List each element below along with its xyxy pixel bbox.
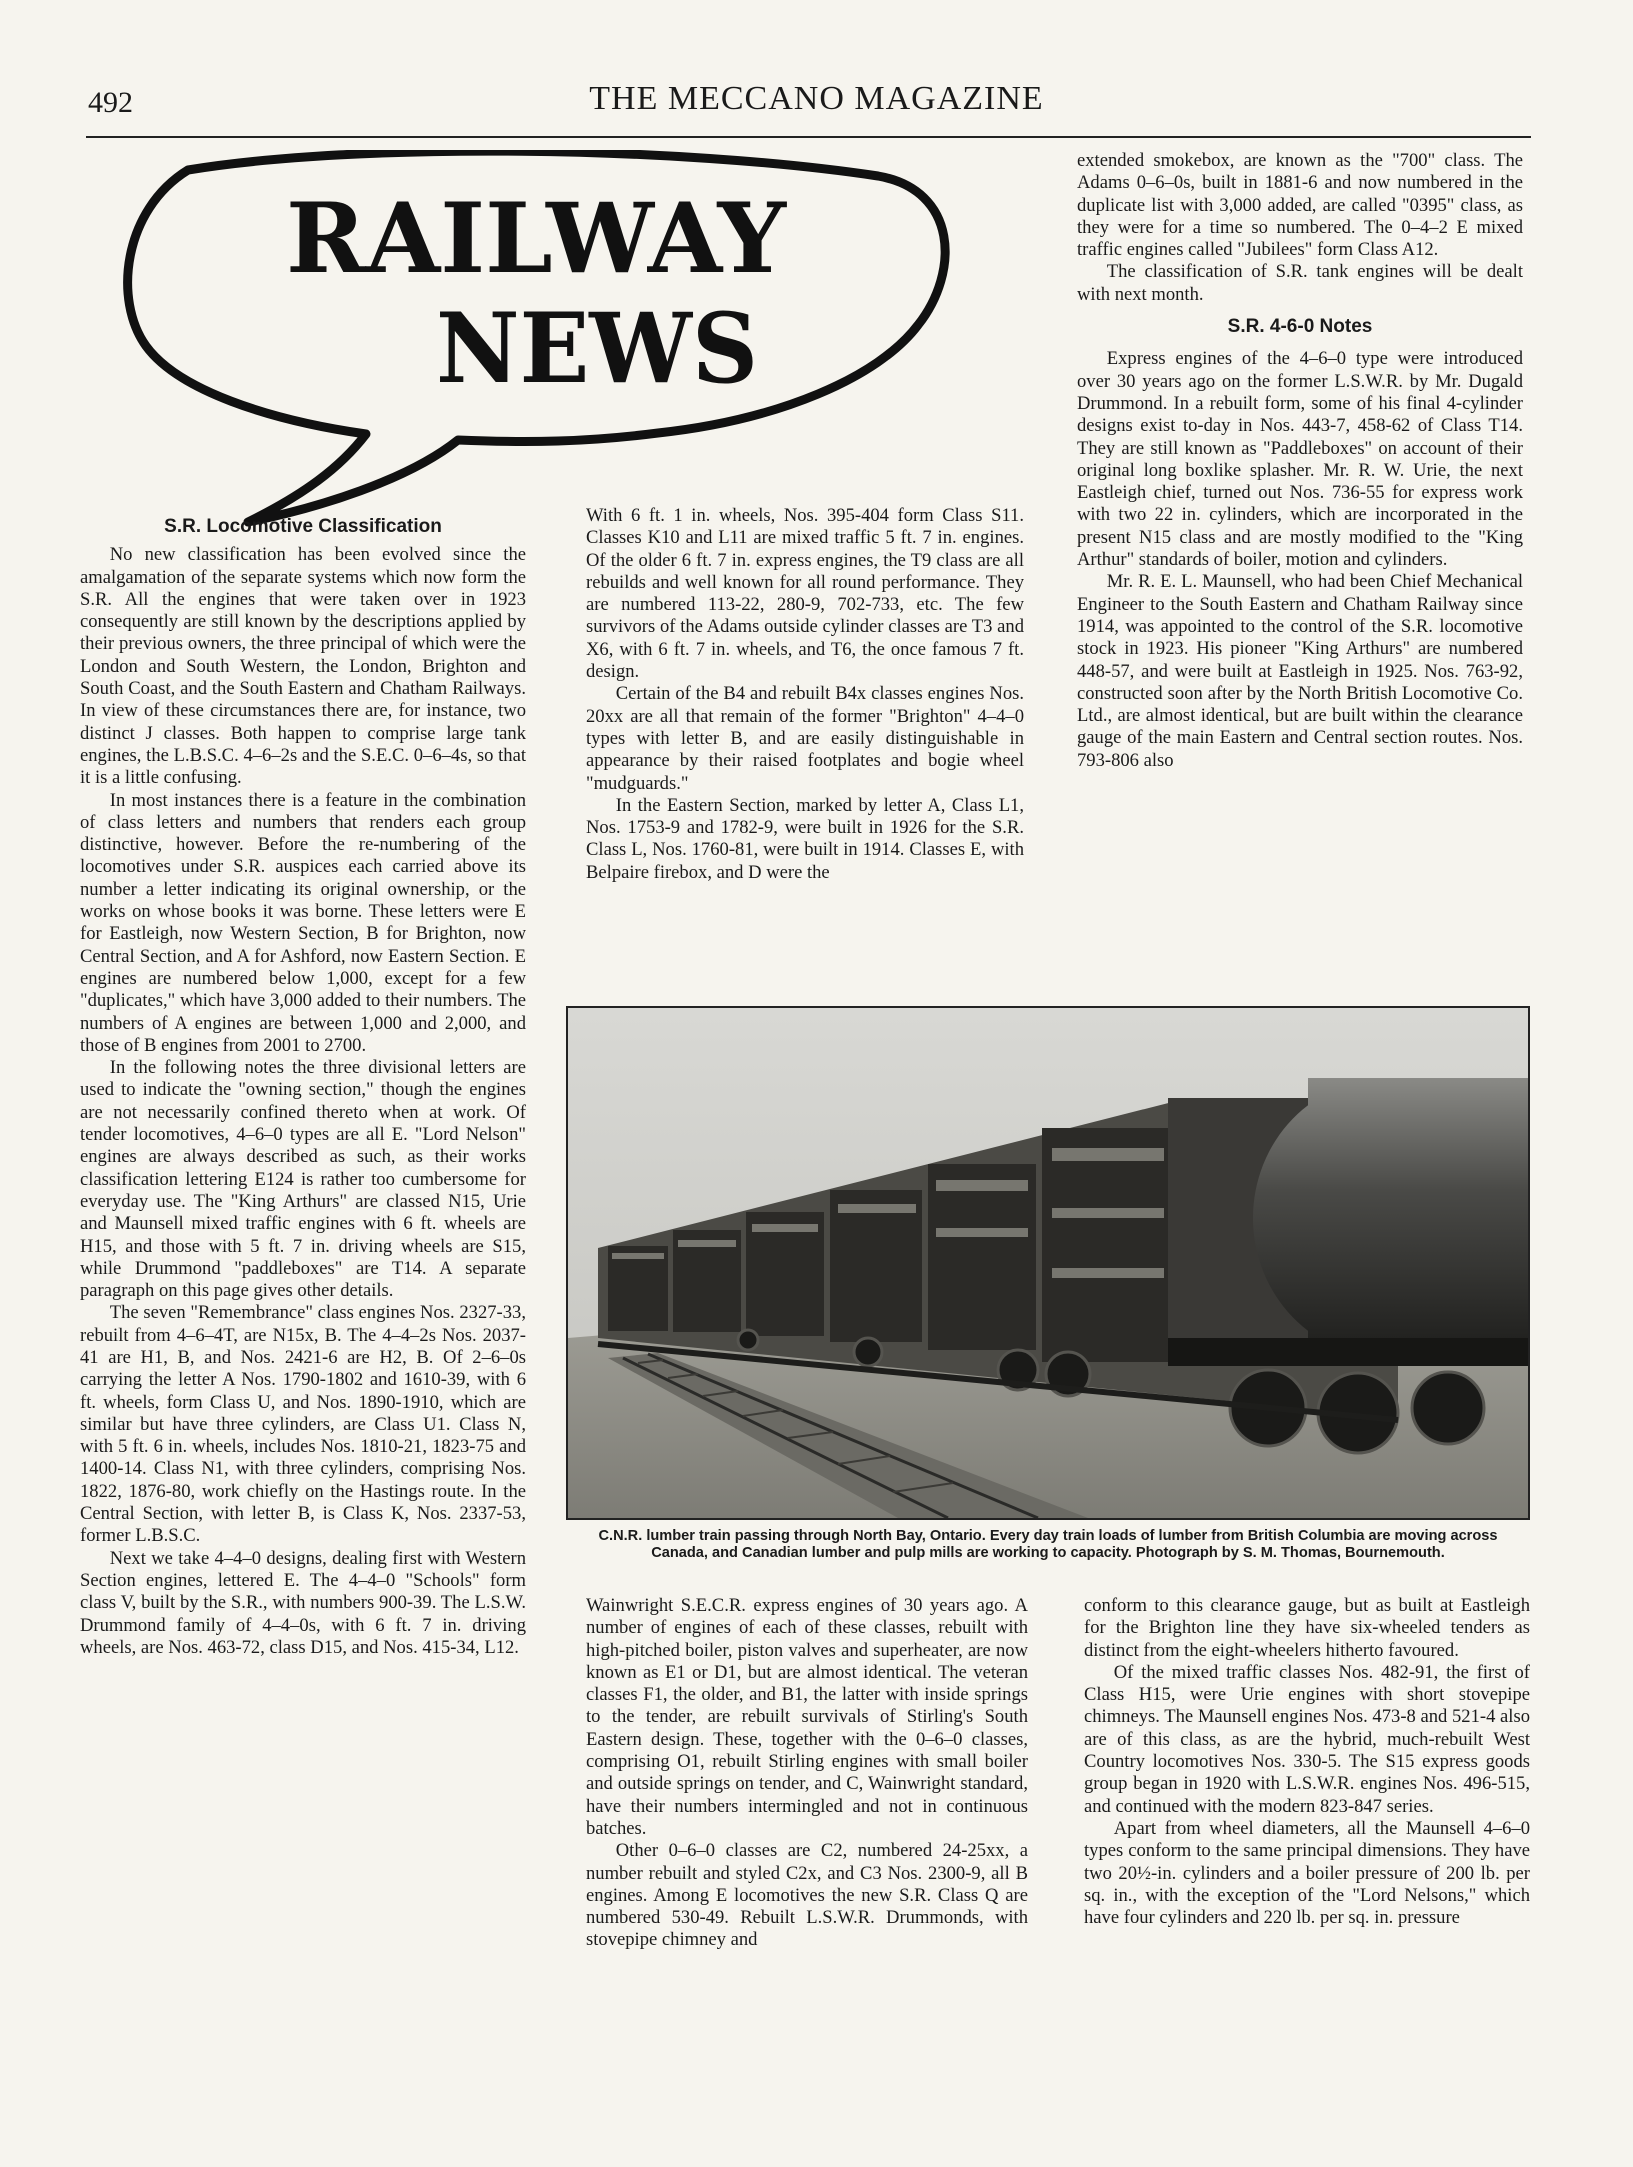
article-column-right-top [1077, 150, 1523, 980]
paragraph: In the Eastern Section, marked by letter A, Class L1, Nos. 1753-9 and 1782-9, were built in 1926 for the S.R. Class L, Nos. 1760-81, were built in 1914. Classes E, with Belpaire firebox, and D were the [586, 794, 1024, 883]
paragraph: extended smokebox, are known as the "700" class. The Adams 0–6–0s, built in 1881-6 and now numbered in the duplicate list with 3,000 added, are called "0395" class, as they were for a time so numbered. The 0–4–2 E mixed traffic engines called "Jubilees" form Class A12. [1077, 150, 1523, 261]
paragraph: No new classification has been evolved since the amalgamation of the separate systems which now form the S.R. All the engines that were taken over in 1923 consequently are still known by the descriptions applied by their previous owners, the three principal of which were the London and South Western, the London, Brighton and South Coast, and the South Eastern and Chatham Railways. In view of these circumstances there are, for instance, two distinct J classes. Both happen to comprise large tank engines, the L.B.S.C. 4–6–2s and the S.E.C. 0–6–4s, so that it is a little confusing. [80, 544, 526, 789]
logo-word-news: NEWS [436, 292, 758, 405]
page-number: 492 [88, 86, 133, 119]
header-rule [86, 136, 1531, 138]
section-heading-4-6-0-notes: S.R. 4-6-0 Notes [1227, 316, 1373, 338]
paragraph: Apart from wheel diameters, all the Maunsell 4–6–0 types conform to the same principal dimensions. They have two 20½-in. cylinders and a boiler pressure of 200 lb. per sq. in., with the exception of the "Lord Nelsons," which have four cylinders and 220 lb. per sq. in. pressure [1084, 1817, 1530, 1929]
magazine-title: THE MECCANO MAGAZINE [589, 80, 1044, 117]
lumber-train-illustration [568, 1008, 1528, 1518]
article-column-left [80, 516, 526, 2056]
paragraph: Other 0–6–0 classes are C2, numbered 24-25xx, a number rebuilt and styled C2x, and C3 Nos. 2300-9, all B engines. Among E locomotives the new S.R. Class Q are numbered 530-49. Rebuilt L.S.W.R. Drummonds, with stovepipe chimney and [586, 1840, 1028, 1951]
lumber-train-photo [566, 1006, 1530, 1520]
railway-news-logo [118, 150, 958, 530]
paragraph: With 6 ft. 1 in. wheels, Nos. 395-404 form Class S11. Classes K10 and L11 are mixed traffic 5 ft. 7 in. engines. Of the older 6 ft. 7 in. express engines, the T9 class are all rebuilds and well known for all round performance. They are numbered 113-22, 280-9, 702-733, etc. The few survivors of the Adams outside cylinder classes are T3 and X6, with 6 ft. 7 in. wheels, and T6, the once famous 7 ft. design. [586, 505, 1024, 683]
paragraph: Mr. R. E. L. Maunsell, who had been Chief Mechanical Engineer to the South Eastern and Chatham Railway since 1914, was appointed to the control of the S.R. locomotive stock in 1923. His pioneer "King Arthurs" are numbered 448-57, and were built at Eastleigh in 1925. Nos. 763-92, constructed soon after by the North British Locomotive Co. Ltd., are almost identical, but are built within the clearance gauge of the main Eastern and Central section routes. Nos. 793-806 also [1077, 571, 1523, 771]
paragraph: conform to this clearance gauge, but as built at Eastleigh for the Brighton line they have six-wheeled tenders as distinct from the eight-wheelers hitherto favoured. [1084, 1595, 1530, 1661]
photo-caption: C.N.R. lumber train passing through North Bay, Ontario. Every day train loads of lumber from British Columbia are moving across Canada, and Canadian lumber and pulp mills are working to capacity. Photograph by S. M. Thomas, Bournemouth. [598, 1528, 1498, 1561]
article-column-middle-top [586, 505, 1024, 975]
paragraph: Of the mixed traffic classes Nos. 482-91, the first of Class H15, were Urie engines with short stovepipe chimneys. The Maunsell engines Nos. 473-8 and 521-4 also are of this class, as are the hybrid, much-rebuilt West Country locomotives Nos. 330-5. The S15 express goods group began in 1920 with L.S.W.R. engines Nos. 496-515, and continued with the modern 823-847 series. [1084, 1661, 1530, 1817]
article-column-middle-bottom [586, 1595, 1028, 2065]
paragraph: The classification of S.R. tank engines will be dealt with next month. [1077, 261, 1523, 305]
paragraph: Next we take 4–4–0 designs, dealing first with Western Section engines, lettered E. The 4–4–0 "Schools" form class V, built by the S.R., with numbers 900-39. The L.S.W. Drummond family of 4–4–0s, with 6 ft. 7 in. driving wheels, are Nos. 463-72, class D15, and Nos. 415-34, L12. [80, 1547, 526, 1658]
paragraph: In the following notes the three divisional letters are used to indicate the "owning section," though the engines are not necessarily confined thereto when at work. Of tender locomotives, 4–6–0 types are all E. "Lord Nelson" engines are always described as such, as their works classification lettering E124 is rather too cumbersome for everyday use. The "King Arthurs" are classed N15, Urie and Maunsell mixed traffic engines with 6 ft. wheels are H15, and those with 5 ft. 7 in. driving wheels are S15, while Drummond "paddleboxes" are T14. A separate paragraph on this page gives other details. [80, 1057, 526, 1302]
section-heading-classification: S.R. Locomotive Classification [164, 516, 442, 537]
paragraph: Express engines of the 4–6–0 type were introduced over 30 years ago on the former L.S.W.R. by Mr. Dugald Drummond. In a rebuilt form, some of his final 4-cylinder designs exist to-day in Nos. 443-7, 458-62 of Class T14. They are still known as "Paddleboxes" on account of their original long boxlike splasher. Mr. R. W. Urie, the next Eastleigh chief, turned out Nos. 736-55 for express work with two 22 in. cylinders, which are incorporated in the present N15 class and are mostly modified to the "King Arthur" standards of boiler, motion and cylinders. [1077, 348, 1523, 571]
paragraph: Certain of the B4 and rebuilt B4x classes engines Nos. 20xx are all that remain of the former "Brighton" 4–4–0 types with letter B, and are easily distinguishable in appearance by their raised footplates and bogie wheel "mudguards." [586, 683, 1024, 794]
article-column-right-bottom [1084, 1595, 1530, 2065]
paragraph: Wainwright S.E.C.R. express engines of 30 years ago. A number of engines of each of these classes, rebuilt with high-pitched boiler, piston valves and superheater, are now known as E1 or D1, but are almost identical. The veteran classes F1, the older, and B1, the latter with inside springs to the tender, are rebuilt survivals of Stirling's South Eastern design. These, together with the 0–6–0 classes, comprising O1, rebuilt Stirling engines with small boiler and outside springs on tender, and C, Wainwright standard, have their numbers intermingled and not in continuous batches. [586, 1595, 1028, 1839]
paragraph: The seven "Remembrance" class engines Nos. 2327-33, rebuilt from 4–6–4T, are N15x, B. The 4–4–2s Nos. 2037-41 are H1, B, and Nos. 2421-6 are H2, B. Of 2–6–0s carrying the letter A Nos. 1790-1802 and 1610-39, with 6 ft. wheels, form Class U, and Nos. 1890-1910, which are similar but have three cylinders, are Class U1. Class N, with 5 ft. 6 in. wheels, includes Nos. 1810-21, 1823-75 and 1400-14. Class N1, with three cylinders, comprising Nos. 1822, 1876-80, work chiefly on the Hastings route. In the Central Section, with letter B, is Class K, Nos. 2337-53, former L.B.S.C. [80, 1302, 526, 1547]
paragraph: In most instances there is a feature in the combination of class letters and numbers that renders each group distinctive, however. Before the re-numbering of the locomotives under S.R. auspices each carried above its number a letter indicating its original ownership, or the works on whose books it was borne. These letters were E for Eastleigh, now Western Section, B for Brighton, now Central Section, and A for Ashford, now Eastern Section. E engines are numbered below 1,000, except for a few "duplicates," which have 3,000 added to their numbers. The numbers of A engines are between 1,000 and 2,000, and those of B engines from 2001 to 2700. [80, 789, 526, 1056]
logo-word-railway: RAILWAY [286, 182, 788, 295]
